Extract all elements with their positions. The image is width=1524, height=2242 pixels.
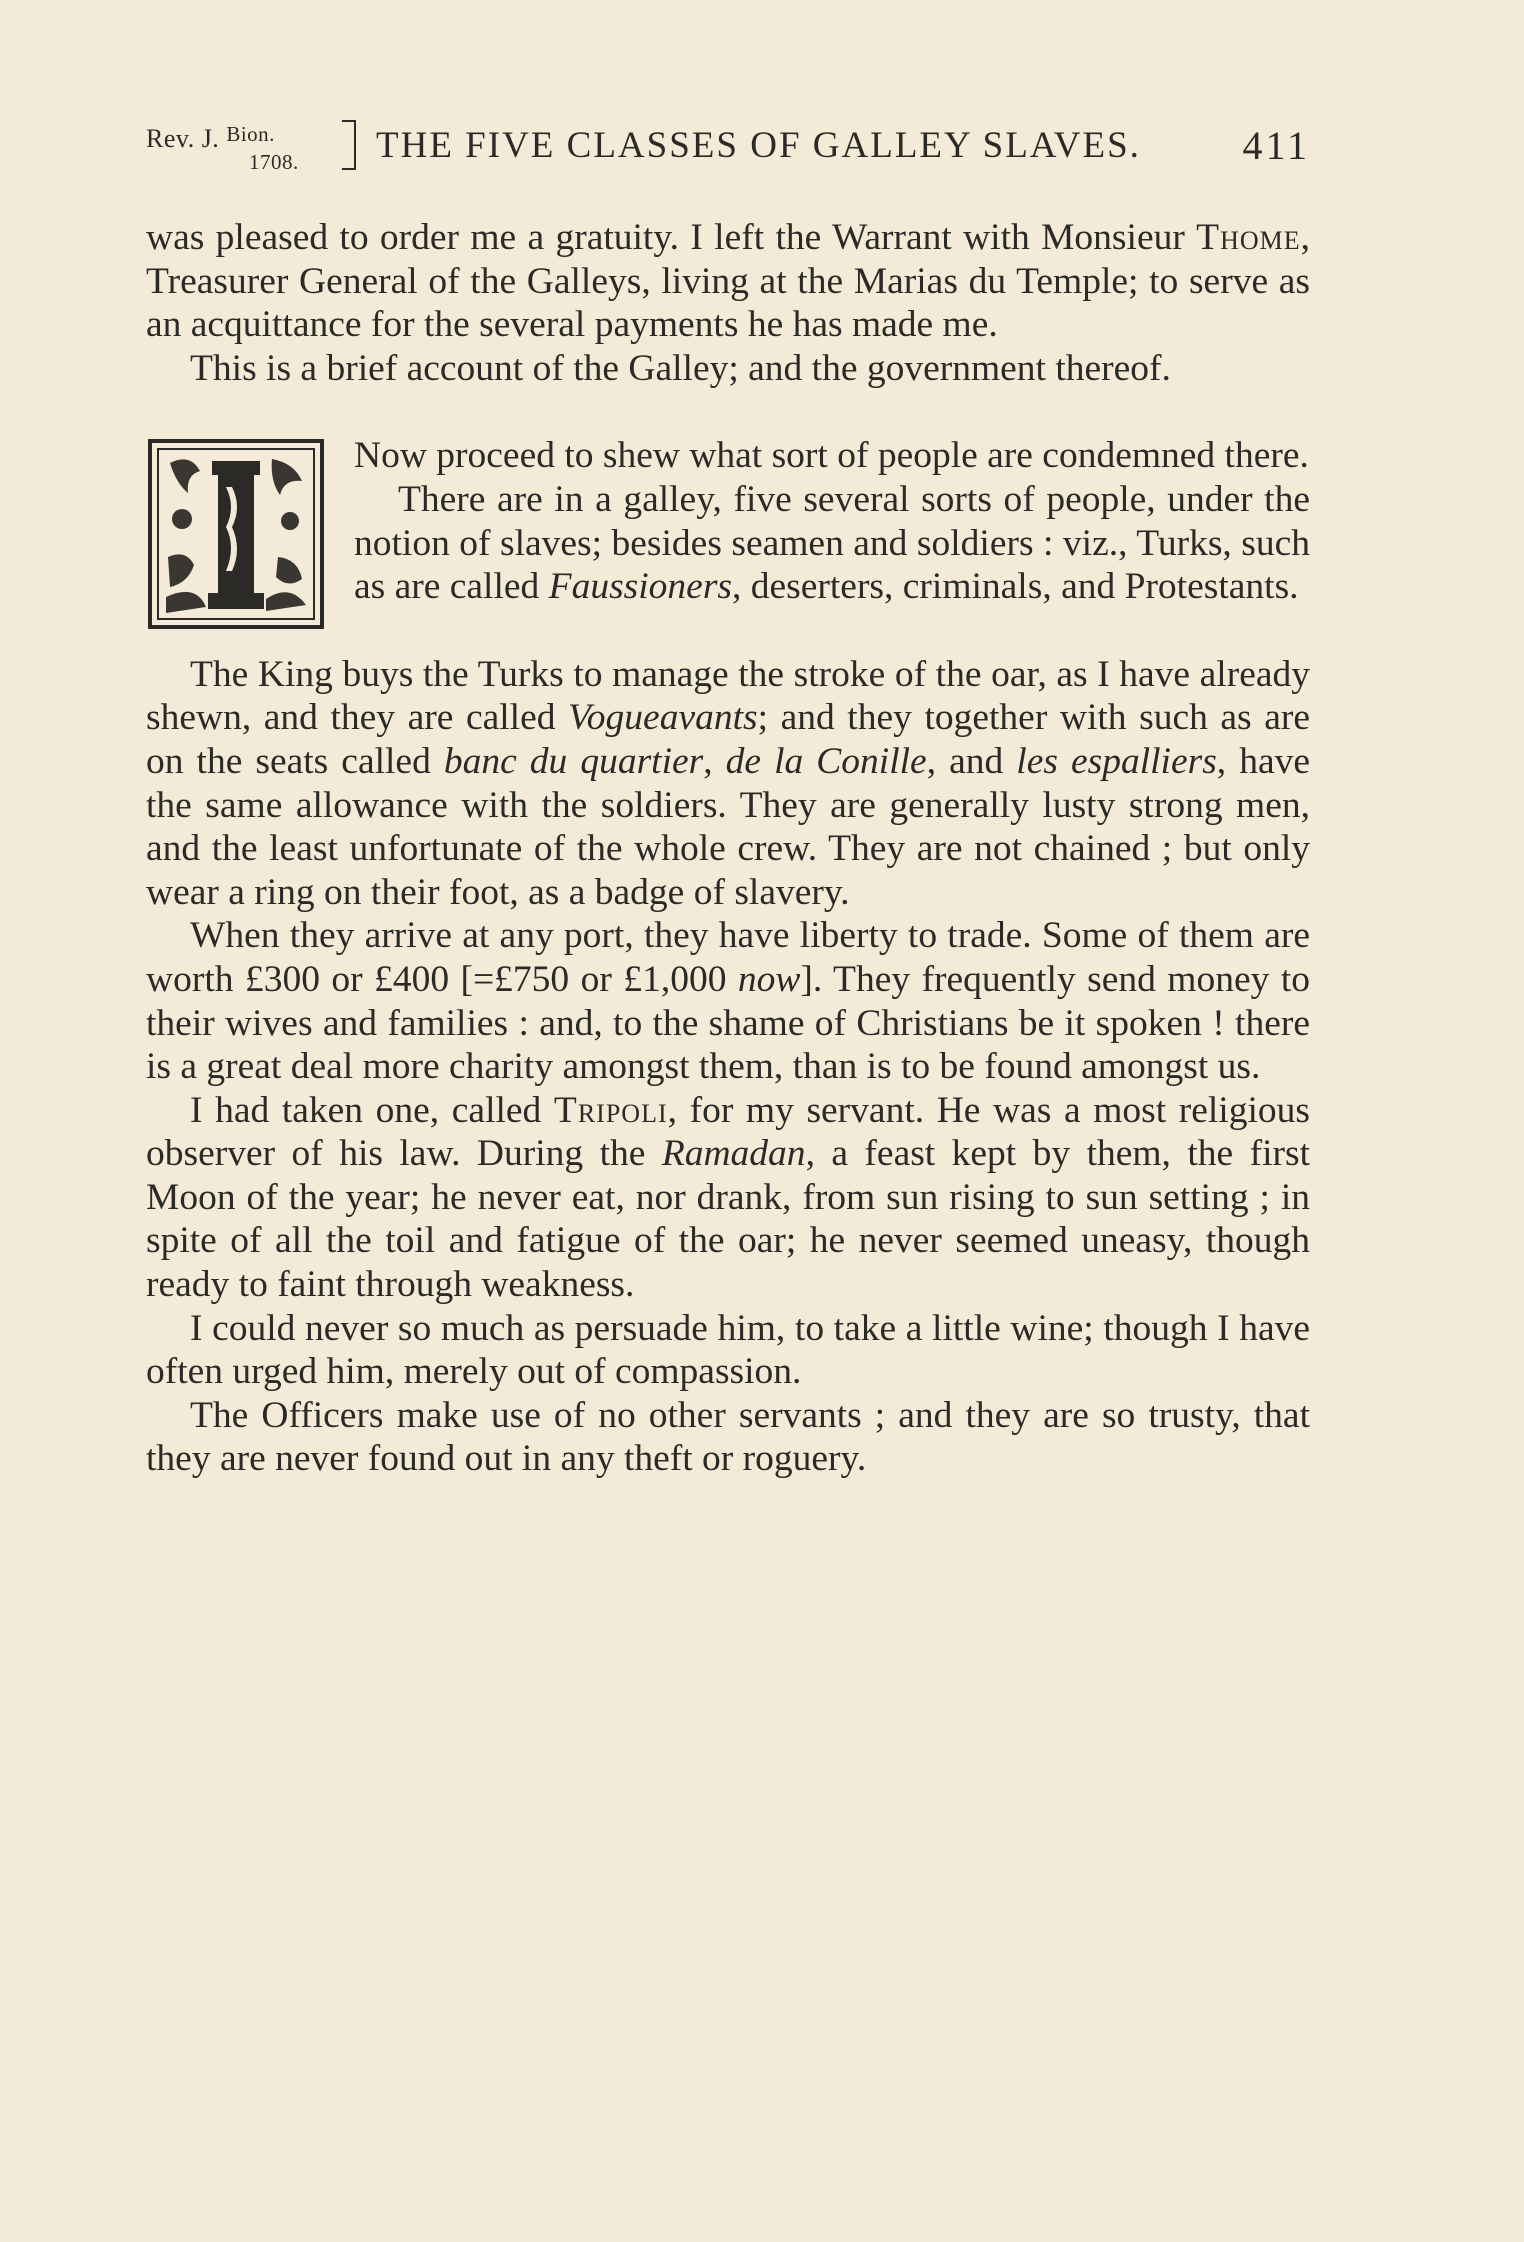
- italic-term: now: [737, 958, 801, 1000]
- italic-term: banc du quartier: [443, 740, 704, 782]
- paragraph: [146, 216, 1310, 347]
- paragraph: This is a brief account of the Galley; and the government thereof.: [190, 347, 1171, 389]
- ornamental-initial-I-icon: [146, 437, 326, 631]
- text-run: , Treasurer General of the Galleys, living at the Marias du Temple; to serve as an acquittance for the several payments he has made me.: [146, 217, 1310, 346]
- italic-term: Faussioners: [548, 566, 733, 608]
- running-header: [146, 118, 1310, 178]
- person-name: Tripoli: [553, 1089, 668, 1131]
- author-abbrev: Bion.: [226, 122, 275, 146]
- paragraph: [146, 914, 1310, 1088]
- italic-term: Ramadan: [661, 1133, 806, 1175]
- person-name: Thome: [1196, 217, 1301, 258]
- body-text: [146, 216, 1310, 1481]
- text-run: There are in a galley, five several sorts of people, under the notion of slaves; besides seamen and soldiers : viz., Turks, such as are called: [354, 478, 1310, 608]
- text-run: I had taken one, called: [190, 1089, 554, 1131]
- author-prefix: Rev. J.: [146, 124, 220, 153]
- text-run: was pleased to order me a gratuity. I left the Warrant with Monsieur: [146, 217, 1197, 258]
- italic-term: de la Conille: [725, 740, 927, 782]
- text-run: , a feast kept by them, the first Moon of the year; he never eat, nor drank, from sun rising to sun setting ; in spite of all the toil and fatigue of the oar; he never seemed uneasy, though ready to faint through weakness.: [146, 1133, 1310, 1306]
- text-run: Now proceed to shew what sort of people are condemned there.: [354, 435, 1309, 477]
- paragraph: [146, 1089, 1310, 1307]
- text-run: ; and they together with such as are on the seats called: [146, 697, 1310, 782]
- text-run: ]. They frequently send money to their wives and families : and, to the shame of Christians be it spoken ! there is a great deal more charity amongst them, than is to be found amongst us.: [146, 958, 1310, 1088]
- text-run: ,: [703, 740, 726, 782]
- text-run: , for my servant. He was a most religious observer of his law. During the: [146, 1089, 1310, 1175]
- paragraph: [146, 434, 1310, 478]
- bracket-divider: [342, 120, 356, 170]
- italic-term: Vogueavants: [568, 697, 758, 739]
- paragraph: The Officers make use of no other servants ; and they are so trusty, that they are never found out in any theft or roguery.: [146, 1394, 1310, 1480]
- paragraph: [146, 653, 1310, 915]
- chapter-title: THE FIVE CLASSES OF GALLEY SLAVES.: [376, 125, 1141, 166]
- text-run: , and: [926, 740, 1017, 782]
- author-reference: [146, 122, 299, 174]
- text-run: , have the same allowance with the soldiers. They are generally lusty strong men, and the least unfortunate of the whole crew. They are not chained ; but only wear a ring on their foot, as a badge of slavery.: [146, 740, 1310, 913]
- text-run: The King buys the Turks to manage the stroke of the oar, as I have already shewn, and they are called: [146, 653, 1310, 739]
- page-number: 411: [1242, 123, 1310, 168]
- author-year: 1708.: [249, 150, 299, 174]
- text-run: When they arrive at any port, they have liberty to trade. Some of them are worth £300 or £400 [=£750 or £1,000: [146, 915, 1310, 1000]
- italic-term: les espalliers: [1016, 740, 1217, 782]
- paragraph: I could never so much as persuade him, to take a little wine; though I have often urged him, merely out of compassion.: [146, 1307, 1310, 1393]
- text-run: , deserters, criminals, and Protestants.: [732, 566, 1299, 608]
